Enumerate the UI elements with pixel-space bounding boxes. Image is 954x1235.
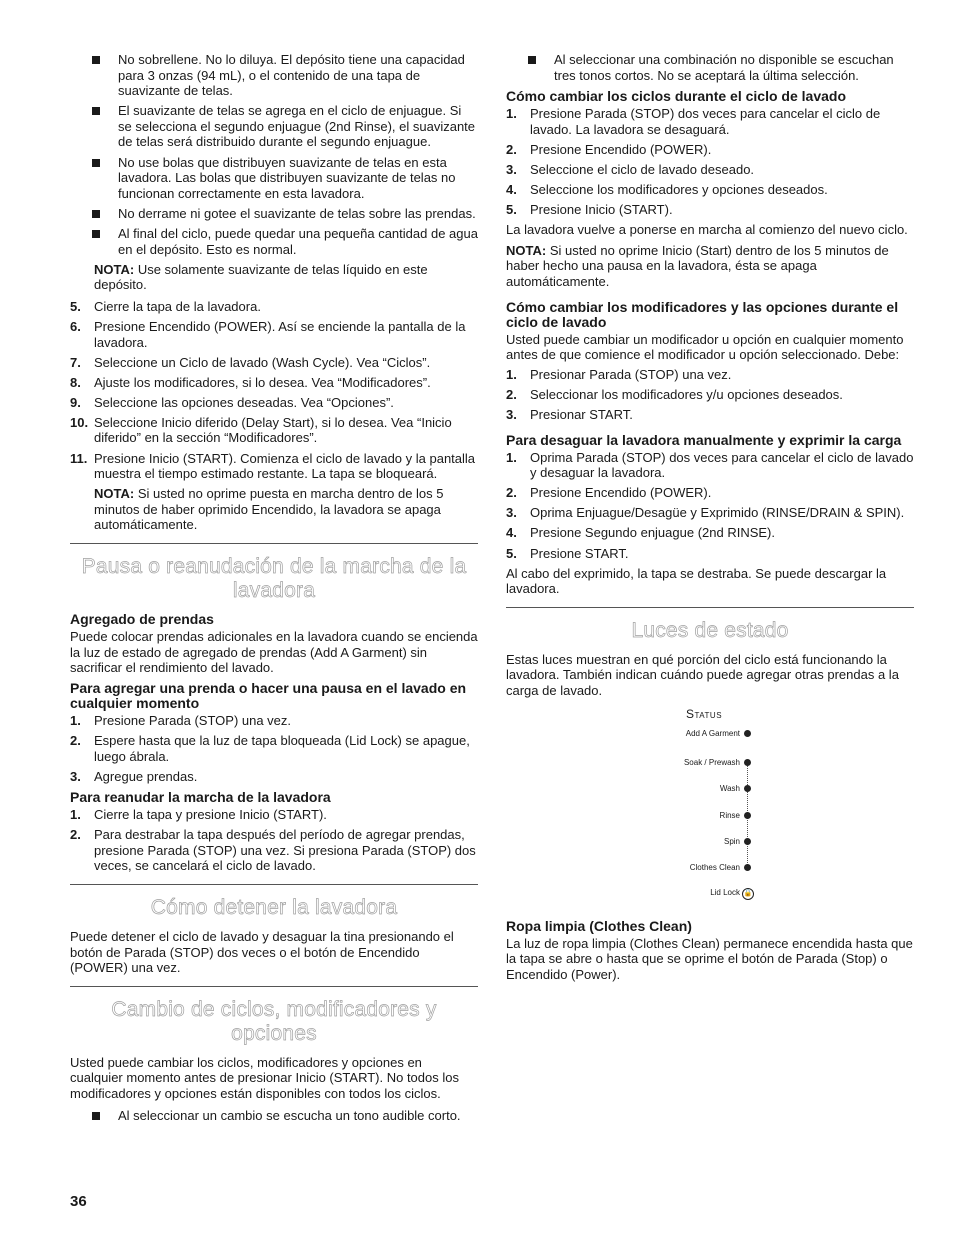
step-text: Presionar Parada (STOP) una vez. [530, 366, 732, 382]
step-item [70, 827, 478, 874]
text-vuelve: La lavadora vuelve a ponerse en marcha al comienzo del nuevo ciclo. [506, 222, 908, 238]
step-item [506, 162, 914, 178]
step-item [70, 807, 478, 823]
heading-desaguar: Para desaguar la lavadora manualmente y exprimir la carga [506, 431, 902, 448]
step-text: Presionar START. [530, 407, 633, 422]
step-item [506, 202, 914, 218]
step-number: 2. [506, 141, 517, 157]
step-number: 1. [70, 807, 81, 823]
step-text: Presione Inicio (START). [530, 202, 673, 218]
step-number: 1. [506, 366, 517, 382]
step-item [70, 395, 478, 411]
step-number: 7. [70, 354, 81, 370]
left-column [70, 52, 478, 1128]
status-light-icon [744, 812, 751, 819]
section-title-luces: Luces de estado [631, 618, 789, 642]
steps-ciclos [506, 106, 914, 218]
status-label: Rinse [719, 810, 740, 820]
divider [506, 607, 914, 608]
step-text: Oprima Parada (STOP) dos veces para cancelar el ciclo de lavado y desaguar la lavadora. [530, 449, 914, 481]
text-ropa-limpia: La luz de ropa limpia (Clothes Clean) permanece encendida hasta que la tapa se abre o hasta que se oprime el botón de Parada (Stop) o Encendido (Power). [506, 935, 913, 982]
step-number: 2. [70, 732, 81, 748]
bullet-square-icon [92, 56, 100, 64]
step-number: 3. [506, 407, 517, 422]
step-text: Agregue prendas. [94, 768, 198, 784]
text-luces: Estas luces muestran en qué porción del ciclo está funcionando la lavadora. También indican cuándo puede agregar otras prendas a la carga de lavado. [506, 651, 899, 699]
right-column [506, 52, 914, 982]
step-number: 3. [70, 768, 81, 784]
step-text: Seleccione Inicio diferido (Delay Start), si lo desea. Vea “Inicio diferido” en la sección “Modificadores”. [94, 414, 452, 446]
step-number: 3. [506, 161, 517, 177]
step-text: Presione Encendido (POWER). Así se enciende la pantalla de la lavadora. [94, 318, 466, 350]
step-text: Cierre la tapa de la lavadora. [94, 298, 261, 314]
step-text: Presione START. [530, 545, 629, 561]
step-text: Presione Parada (STOP) dos veces para cancelar el ciclo de lavado. La lavadora se desaguará. [530, 106, 881, 137]
heading-modificadores: Cómo cambiar los modificadores y las opciones durante el ciclo de lavado [506, 298, 899, 330]
text-agregado: Puede colocar prendas adicionales en la lavadora cuando se encienda la luz de estado de agregado de prendas (Add A Garment) sin sacrificar el rendimiento del lavado. [70, 629, 478, 676]
step-number: 2. [506, 386, 517, 402]
divider [70, 986, 478, 987]
step-number: 11. [70, 450, 88, 466]
bullet-item: No use bolas que distribuyen suavizante de telas en esta lavadora. Las bolas que distribuyen suavizante de telas no funcionan correctamente en esta lavadora. [70, 155, 478, 202]
status-light-icon [744, 759, 751, 766]
step-number: 10. [70, 414, 89, 430]
bullet-item: Al final del ciclo, puede quedar una pequeña cantidad de agua en el depósito. Esto es normal. [70, 226, 478, 257]
step-text: Seleccione el ciclo de lavado deseado. [530, 161, 755, 177]
status-title: Status [686, 706, 723, 721]
text-cambio: Usted puede cambiar los ciclos, modificadores y opciones en cualquier momento antes de presionar Inicio (START). No todos los modificadores y opciones están disponibles con todos los ciclos. [70, 1054, 459, 1102]
step-number: 3. [506, 505, 517, 521]
step-text: Para destrabar la tapa después del período de agregar prendas, presione Parada (STOP) una vez. Si presiona Parada (STOP) dos veces, se cancelará el ciclo de lavado. [94, 827, 476, 874]
note-softener: NOTA: Use solamente suavizante de telas líquido en este depósito. [94, 261, 428, 293]
steps-modificadores [506, 367, 914, 423]
bullet-square-icon [92, 107, 100, 115]
step-item [506, 106, 914, 137]
status-label: Add A Garment [685, 728, 740, 738]
status-light-icon [744, 785, 751, 792]
bullet-square-icon [92, 1112, 100, 1120]
step-number: 8. [70, 374, 81, 390]
step-item [506, 450, 914, 481]
step-text: Seleccione las opciones deseadas. Vea “Opciones”. [94, 394, 394, 410]
heading-ropa-limpia: Ropa limpia (Clothes Clean) [506, 917, 692, 934]
divider [70, 543, 478, 544]
note-pausa: NOTA: Si usted no oprime Inicio (Start) dentro de los 5 minutos de haber hecho una pausa en la lavadora, ésta se apaga automáticamente. [506, 242, 889, 290]
step-item [506, 485, 914, 501]
softener-bullets [70, 52, 478, 257]
bullet-item: El suavizante de telas se agrega en el ciclo de enjuague. Si se selecciona el segundo enjuague (2nd Rinse), el suavizante de telas será distribuido durante el segundo enjuague. [70, 103, 478, 150]
status-light-icon [744, 838, 751, 845]
step-text: Espere hasta que la luz de tapa bloqueada (Lid Lock) se apague, luego ábrala. [94, 732, 470, 764]
status-label: Soak / Prewash [683, 757, 740, 767]
status-label-lid-lock: Lid Lock [710, 887, 740, 897]
status-label: Wash [719, 783, 740, 793]
text-detener: Puede detener el ciclo de lavado y desaguar la tina presionando el botón de Parada (STOP) dos veces o el botón de Encendido (POWER) una vez. [70, 929, 454, 976]
step-text: Seleccione los modificadores y opciones deseados. [530, 182, 828, 198]
step-item [70, 733, 478, 764]
step-item [506, 367, 914, 383]
step-item [506, 505, 914, 521]
step-item [70, 375, 478, 391]
section-title-detener: Cómo detener la lavadora [150, 896, 398, 920]
step-item [70, 713, 478, 729]
step-text: Oprima Enjuague/Desagüe y Exprimido (RINSE/DRAIN & SPIN). [530, 505, 905, 521]
step-number: 9. [70, 394, 81, 410]
step-number: 4. [506, 182, 517, 198]
step-item [506, 546, 914, 562]
status-label: Spin [723, 836, 740, 846]
lid-lock-icon: 🔒 [742, 888, 754, 900]
bullet-item: No derrame ni gotee el suavizante de telas sobre las prendas. [70, 206, 478, 222]
bullet-square-icon [92, 230, 100, 238]
status-label: Clothes Clean [689, 862, 740, 872]
step-number: 1. [506, 449, 517, 465]
step-number: 6. [70, 318, 81, 334]
start-steps [70, 299, 478, 482]
step-text: Presione Segundo enjuague (2nd RINSE). [530, 525, 775, 541]
heading-reanudar: Para reanudar la marcha de la lavadora [70, 789, 331, 806]
steps-reanudar [70, 807, 478, 874]
step-number: 5. [70, 298, 81, 314]
step-text: Seleccionar los modificadores y/u opciones deseados. [530, 386, 843, 402]
step-number: 1. [70, 712, 81, 728]
heading-cambiar-ciclos: Cómo cambiar los ciclos durante el ciclo de lavado [506, 88, 846, 105]
text-exprimido: Al cabo del exprimido, la tapa se destraba. Se puede descargar la lavadora. [506, 565, 887, 597]
bullet-square-icon [528, 56, 536, 64]
step-number: 4. [506, 525, 517, 541]
step-item [506, 407, 914, 423]
page-number: 36 [70, 1193, 87, 1210]
status-panel [630, 707, 810, 909]
step-text: Ajuste los modificadores, si lo desea. Vea “Modificadores”. [94, 374, 431, 390]
steps-desaguar [506, 450, 914, 562]
bullet-item: No sobrellene. No lo diluya. El depósito tiene una capacidad para 3 onzas (94 mL), o el contenido de una tapa de suavizante de telas. [70, 52, 478, 99]
step-text: Presione Inicio (START). Comienza el ciclo de lavado y la pantalla muestra el tiempo estimado restante. La tapa se bloqueará. [94, 450, 476, 482]
step-number: 1. [506, 106, 517, 122]
steps-agregar [70, 713, 478, 784]
step-item [506, 182, 914, 198]
divider [70, 884, 478, 885]
text-modificadores: Usted puede cambiar un modificador u opción en cualquier momento antes de que comience el modificador u opción seleccionado. Debe: [506, 331, 904, 363]
step-text: Presione Encendido (POWER). [530, 141, 712, 157]
status-light-icon [744, 864, 751, 871]
step-text: Cierre la tapa y presione Inicio (START). [94, 807, 327, 823]
step-item [506, 525, 914, 541]
step-item [70, 319, 478, 350]
step-item [70, 451, 478, 482]
step-number: 5. [506, 202, 517, 218]
step-item [70, 299, 478, 315]
heading-agregado: Agregado de prendas [70, 611, 214, 628]
bullet-square-icon [92, 159, 100, 167]
step-item [70, 355, 478, 371]
step-number: 2. [70, 827, 81, 843]
note-start: NOTA: Si usted no oprime puesta en marcha dentro de los 5 minutos de haber oprimido Encendido, la lavadora se apaga automáticamente. [94, 486, 444, 533]
step-item [70, 769, 478, 785]
step-number: 2. [506, 485, 517, 501]
heading-para-agregar: Para agregar una prenda o hacer una pausa en el lavado en cualquier momento [70, 679, 467, 711]
step-text: Seleccione un Ciclo de lavado (Wash Cycle). Vea “Ciclos”. [94, 354, 431, 370]
step-text: Presione Encendido (POWER). [530, 485, 712, 501]
bullet-combination: Al seleccionar una combinación no disponible se escuchan tres tonos cortos. No se aceptará la última selección. [506, 52, 914, 83]
step-item [506, 142, 914, 158]
section-title-pausa: Pausa o reanudación de la marcha de la lavadora [81, 555, 467, 603]
step-item [70, 415, 478, 446]
step-number: 5. [506, 545, 517, 561]
bullet-cambio: Al seleccionar un cambio se escucha un tono audible corto. [70, 1108, 478, 1124]
step-item [506, 387, 914, 403]
section-title-cambio: Cambio de ciclos, modificadores y opciones [111, 997, 437, 1045]
status-light-icon [744, 730, 751, 737]
bullet-square-icon [92, 210, 100, 218]
step-text: Presione Parada (STOP) una vez. [94, 712, 292, 728]
